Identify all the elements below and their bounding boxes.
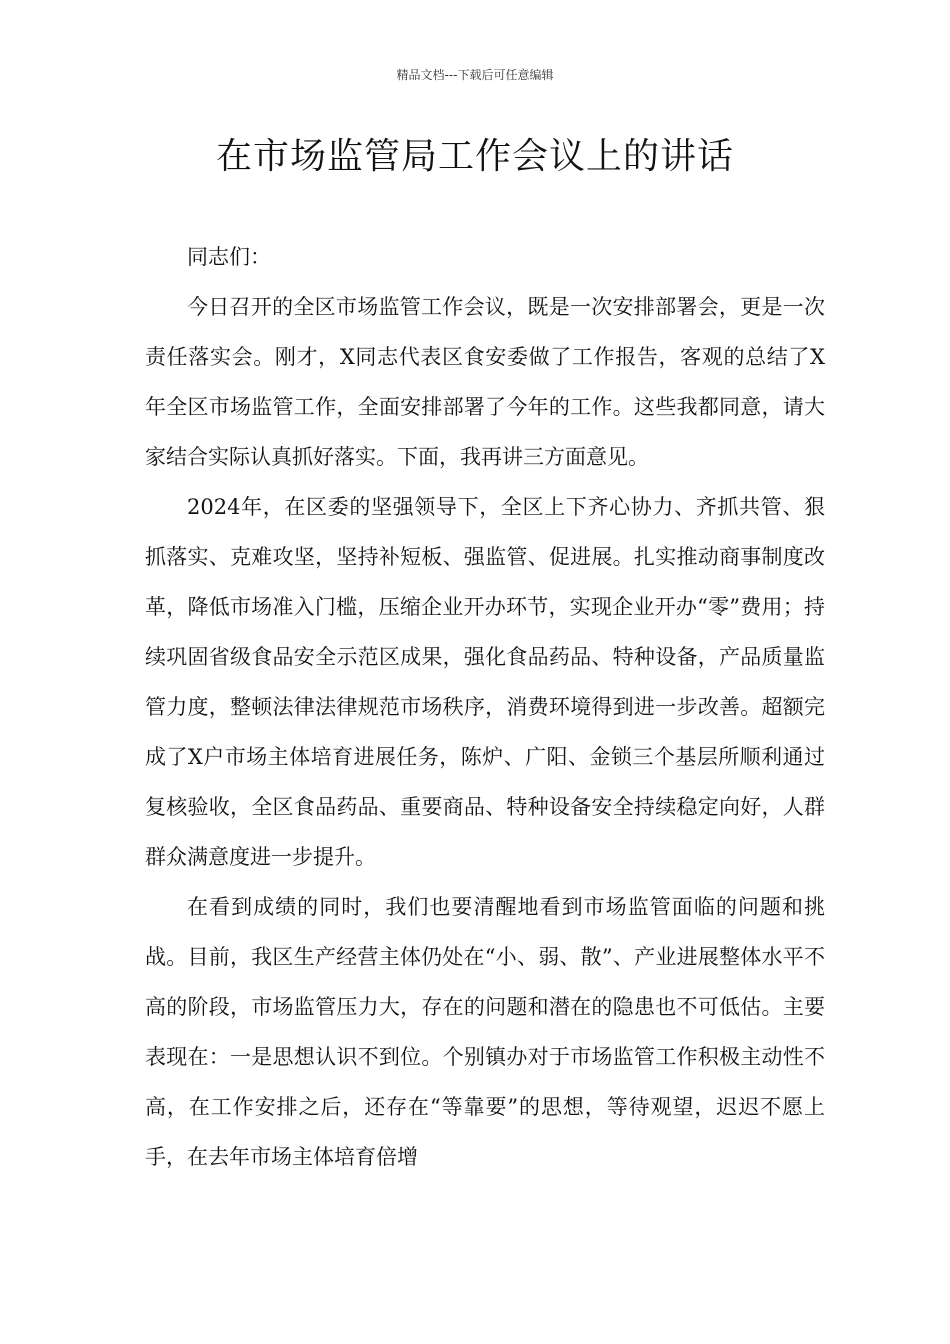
document-body bbox=[145, 232, 825, 1182]
document-title: 在市场监管局工作会议上的讲话 bbox=[215, 136, 734, 177]
paragraph-salutation: 同志们： bbox=[187, 245, 271, 269]
paragraph: 2024年，在区委的坚强领导下，全区上下齐心协力、齐抓共管、狠抓落实、克难攻坚，坚持补短板、强监管、促进展。扎实推动商事制度改革，降低市场准入门槛，压缩企业开办环节，实现企业开办“零”费用；持续巩固省级食品安全示范区成果，强化食品药品、特种设备，产品质量监管力度，整顿法律法律规范市场秩序，消费环境得到进一步改善。超额完成了X户市场主体培育进展任务，陈炉、广阳、金锁三个基层所顺利通过复核验收，全区食品药品、重要商品、特种设备安全持续稳定向好，人群群众满意度进一步提升。 bbox=[145, 495, 825, 869]
paragraph: 今日召开的全区市场监管工作会议，既是一次安排部署会，更是一次责任落实会。刚才，X同志代表区食安委做了工作报告，客观的总结了X年全区市场监管工作，全面安排部署了今年的工作。这些我都同意，请大家结合实际认真抓好落实。下面，我再讲三方面意见。 bbox=[145, 295, 825, 469]
header-note: 精品文档---下载后可任意编辑 bbox=[396, 68, 554, 82]
paragraph: 在看到成绩的同时，我们也要清醒地看到市场监管面临的问题和挑战。目前，我区生产经营主体仍处在“小、弱、散”、产业进展整体水平不高的阶段，市场监管压力大，存在的问题和潜在的隐患也不可低估。主要表现在：一是思想认识不到位。个别镇办对于市场监管工作积极主动性不高，在工作安排之后，还存在“等靠要”的思想，等待观望，迟迟不愿上手，在去年市场主体培育倍增 bbox=[145, 895, 825, 1169]
